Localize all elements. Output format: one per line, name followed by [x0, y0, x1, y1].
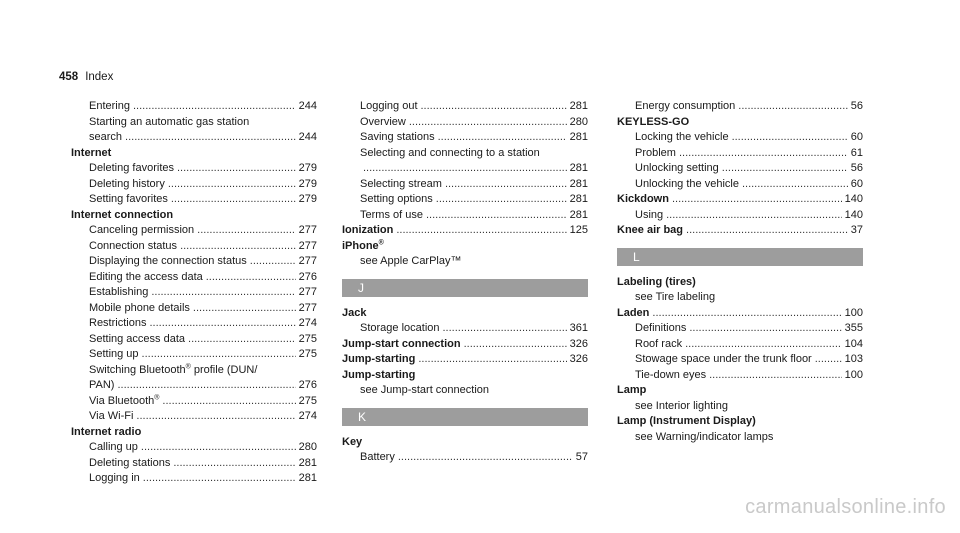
entry-text: Internet	[71, 146, 112, 159]
page-ref: 279	[298, 177, 317, 190]
leader-dots	[396, 223, 566, 239]
index-entry	[71, 425, 317, 441]
page-ref: 280	[569, 115, 588, 128]
entry-text: Overview	[360, 115, 406, 128]
page-ref: 57	[575, 451, 588, 463]
leader-dots	[133, 99, 296, 115]
page-ref: 281	[569, 131, 588, 143]
leader-dots	[443, 321, 567, 337]
index-subentry	[342, 254, 588, 270]
watermark: carmanualsonline.info	[745, 496, 946, 518]
entry-text: Connection status	[89, 239, 178, 252]
index-subentry	[71, 316, 317, 332]
index-entry	[342, 306, 588, 322]
index-subentry	[342, 146, 588, 162]
entry-text: Restrictions	[89, 317, 147, 329]
index-subentry	[71, 378, 317, 394]
index-subentry	[617, 130, 863, 146]
index-subentry	[617, 399, 863, 415]
index-entry	[617, 275, 863, 291]
index-subentry	[617, 368, 863, 384]
entry-text: Internet radio	[71, 425, 142, 438]
entry-text: Setting favorites	[89, 193, 168, 205]
leader-dots	[732, 130, 848, 146]
entry-text: Jump-starting	[342, 368, 416, 381]
index-subentry	[342, 450, 588, 466]
page-ref: 281	[569, 100, 588, 112]
index-subentry	[71, 409, 317, 425]
page-ref: 275	[298, 332, 317, 345]
page-ref: 103	[844, 353, 863, 365]
entry-text: Deleting history	[89, 177, 165, 190]
index-letter-heading: K	[342, 408, 588, 426]
entry-text: Setting options	[360, 193, 433, 205]
entry-text: KEYLESS-GO	[617, 115, 690, 128]
leader-dots	[250, 254, 296, 270]
leader-dots	[685, 337, 842, 353]
index-subentry	[342, 115, 588, 131]
index-entry	[617, 306, 863, 322]
page-ref: 281	[298, 456, 317, 469]
page-ref: 277	[298, 301, 317, 314]
index-subentry	[71, 285, 317, 301]
index-subentry	[71, 239, 317, 255]
index-subentry	[342, 192, 588, 208]
leader-dots	[398, 450, 573, 466]
entry-text: Calling up	[89, 441, 138, 453]
entry-text: Canceling permission	[89, 224, 195, 236]
index-subentry	[71, 456, 317, 472]
leader-dots	[652, 306, 841, 322]
page-ref: 100	[844, 368, 863, 381]
entry-text: Kickdown	[617, 193, 669, 205]
index-subentry	[71, 130, 317, 146]
index-subentry	[617, 352, 863, 368]
index-subentry	[71, 440, 317, 456]
page-ref: 140	[844, 193, 863, 205]
entry-text: Energy consumption	[635, 100, 736, 112]
page-ref: 277	[298, 255, 317, 267]
index-letter-heading: L	[617, 248, 863, 266]
index-subentry	[71, 223, 317, 239]
entry-text: Setting up	[89, 348, 139, 360]
entry-text: Using	[635, 208, 664, 221]
leader-dots	[188, 332, 296, 348]
entry-text: Jump-start connection	[342, 337, 461, 350]
leader-dots	[142, 347, 296, 363]
entry-text: see Tire labeling	[635, 291, 716, 303]
page-ref: 274	[298, 410, 317, 422]
leader-dots	[666, 208, 842, 224]
page-ref: 56	[850, 100, 863, 112]
page-ref: 281	[569, 162, 588, 174]
page-ref: 281	[298, 472, 317, 484]
index-subentry	[617, 290, 863, 306]
index-subentry	[342, 177, 588, 193]
page-ref: 276	[298, 270, 317, 283]
leader-dots	[438, 130, 567, 146]
page-ref: 60	[850, 177, 863, 190]
page-ref: 277	[298, 224, 317, 236]
index-entry	[342, 368, 588, 384]
entry-text: Deleting favorites	[89, 162, 174, 174]
index-subentry	[71, 301, 317, 317]
entry-text: Unlocking the vehicle	[635, 177, 739, 190]
index-entry	[617, 115, 863, 131]
entry-text: Key	[342, 435, 363, 448]
entry-text: Ionization	[342, 224, 394, 236]
leader-dots	[141, 440, 296, 456]
page-ref: 361	[569, 322, 588, 334]
index-entry	[342, 239, 588, 255]
entry-text: Battery	[360, 451, 395, 463]
page-ref: 279	[298, 162, 317, 174]
entry-text: Logging out	[360, 100, 418, 112]
page-ref: 244	[298, 131, 317, 143]
entry-text: Lamp	[617, 384, 647, 396]
section-title: Index	[85, 71, 114, 83]
entry-text: Mobile phone details	[89, 301, 190, 314]
leader-dots	[162, 394, 295, 410]
entry-text: Setting access data	[89, 332, 186, 345]
index-entry	[617, 223, 863, 239]
page-ref: 37	[850, 224, 863, 236]
entry-text: Jump-starting	[342, 353, 416, 365]
leader-dots	[171, 192, 296, 208]
page-ref: 56	[850, 162, 863, 174]
index-subentry	[617, 337, 863, 353]
index-entry	[342, 435, 588, 451]
entry-text: Starting an automatic gas station	[89, 115, 250, 128]
page-ref: 326	[569, 353, 588, 365]
entry-text: Unlocking setting	[635, 162, 719, 174]
leader-dots	[177, 161, 296, 177]
index-subentry	[71, 394, 317, 410]
leader-dots	[180, 239, 296, 255]
entry-text: Stowage space under the trunk floor	[635, 353, 812, 365]
entry-text: Saving stations	[360, 131, 435, 143]
index-column-3	[617, 99, 863, 445]
leader-dots	[421, 99, 567, 115]
entry-text: Locking the vehicle	[635, 131, 729, 143]
index-subentry	[617, 208, 863, 224]
index-subentry	[342, 208, 588, 224]
index-subentry	[342, 161, 588, 177]
leader-dots	[722, 161, 848, 177]
page-ref: 326	[569, 337, 588, 350]
index-entry	[617, 414, 863, 430]
page-ref: 275	[298, 394, 317, 407]
entry-text: Selecting stream	[360, 177, 442, 190]
index-subentry	[71, 192, 317, 208]
index-subentry	[342, 99, 588, 115]
entry-text: Roof rack	[635, 337, 683, 350]
index-subentry	[617, 146, 863, 162]
index-subentry	[71, 161, 317, 177]
leader-dots	[672, 192, 842, 208]
leader-dots	[464, 337, 567, 353]
entry-text: Laden	[617, 306, 650, 319]
index-letter-heading: J	[342, 279, 588, 297]
leader-dots	[151, 285, 295, 301]
page-ref: 100	[844, 306, 863, 319]
page-ref: 277	[298, 239, 317, 252]
page-ref: 125	[569, 224, 588, 236]
page-ref: 280	[298, 441, 317, 453]
index-subentry	[617, 430, 863, 446]
leader-dots	[363, 161, 567, 177]
index-entry	[342, 352, 588, 368]
leader-dots	[409, 115, 567, 131]
entry-text: see Warning/indicator lamps	[635, 430, 774, 443]
page-ref: 244	[298, 100, 317, 112]
entry-text: Logging in	[89, 472, 140, 484]
index-subentry	[71, 254, 317, 270]
page-ref: 279	[298, 193, 317, 205]
index-subentry	[71, 270, 317, 286]
page-ref: 281	[569, 208, 588, 221]
page-ref: 281	[569, 177, 588, 190]
index-column-2	[342, 99, 588, 466]
entry-text: Via Bluetooth®	[89, 393, 160, 407]
entry-text: Entering	[89, 100, 130, 112]
index-subentry	[617, 99, 863, 115]
index-subentry	[71, 332, 317, 348]
leader-dots	[136, 409, 295, 425]
leader-dots	[686, 223, 848, 239]
entry-text: search	[89, 131, 123, 143]
index-subentry	[342, 130, 588, 146]
index-subentry	[71, 363, 317, 379]
page-ref: 277	[298, 286, 317, 298]
index-subentry	[617, 161, 863, 177]
entry-text: Lamp (Instrument Display)	[617, 415, 756, 427]
entry-text: see Interior lighting	[635, 399, 728, 412]
entry-text: Terms of use	[360, 208, 423, 221]
page-ref: 274	[298, 317, 317, 329]
entry-text: Jack	[342, 306, 367, 319]
entry-text: Labeling (tires)	[617, 275, 696, 288]
leader-dots	[168, 177, 296, 193]
page-ref: 104	[844, 337, 863, 350]
entry-text: Via Wi-Fi	[89, 410, 134, 422]
index-subentry	[617, 177, 863, 193]
leader-dots	[679, 146, 848, 162]
index-subentry	[71, 471, 317, 487]
index-column-1	[71, 99, 317, 487]
page-ref: 355	[844, 322, 863, 334]
leader-dots	[149, 316, 295, 332]
entry-text: Establishing	[89, 286, 149, 298]
page-ref: 61	[850, 146, 863, 159]
page-ref: 60	[850, 131, 863, 143]
entry-text: see Jump-start connection	[360, 384, 490, 396]
index-entry	[617, 383, 863, 399]
entry-text: Definitions	[635, 322, 687, 334]
leader-dots	[418, 352, 566, 368]
leader-dots	[125, 130, 296, 146]
leader-dots	[206, 270, 296, 286]
page-header	[59, 71, 113, 83]
leader-dots	[143, 471, 296, 487]
page-ref: 281	[569, 193, 588, 205]
index-subentry	[342, 383, 588, 399]
leader-dots	[197, 223, 295, 239]
leader-dots	[426, 208, 567, 224]
entry-text: PAN)	[89, 379, 115, 391]
page-ref: 140	[844, 208, 863, 221]
entry-text: Selecting and connecting to a station	[360, 146, 540, 159]
index-entry	[342, 337, 588, 353]
page-number: 458	[59, 71, 79, 83]
leader-dots	[709, 368, 842, 384]
entry-text: Displaying the connection status	[89, 255, 247, 267]
entry-text: Knee air bag	[617, 224, 684, 236]
index-subentry	[617, 321, 863, 337]
entry-text: iPhone®	[342, 238, 384, 252]
index-subentry	[71, 115, 317, 131]
entry-text: Storage location	[360, 322, 440, 334]
index-entry	[342, 223, 588, 239]
leader-dots	[193, 301, 296, 317]
leader-dots	[445, 177, 567, 193]
leader-dots	[689, 321, 841, 337]
entry-text: Tie-down eyes	[635, 368, 707, 381]
index-subentry	[71, 177, 317, 193]
entry-text: see Apple CarPlay™	[360, 255, 462, 267]
page-ref: 276	[298, 379, 317, 391]
index-entry	[71, 208, 317, 224]
leader-dots	[117, 378, 295, 394]
entry-text: Problem	[635, 146, 676, 159]
index-entry	[617, 192, 863, 208]
index-subentry	[71, 347, 317, 363]
entry-text: Switching Bluetooth® profile (DUN/	[89, 362, 258, 376]
entry-text: Editing the access data	[89, 270, 203, 283]
leader-dots	[436, 192, 567, 208]
entry-text: Internet connection	[71, 208, 174, 221]
index-subentry	[71, 99, 317, 115]
leader-dots	[173, 456, 295, 472]
leader-dots	[742, 177, 848, 193]
entry-text: Deleting stations	[89, 456, 171, 469]
leader-dots	[738, 99, 847, 115]
index-entry	[71, 146, 317, 162]
leader-dots	[815, 352, 842, 368]
page-ref: 275	[298, 348, 317, 360]
index-subentry	[342, 321, 588, 337]
